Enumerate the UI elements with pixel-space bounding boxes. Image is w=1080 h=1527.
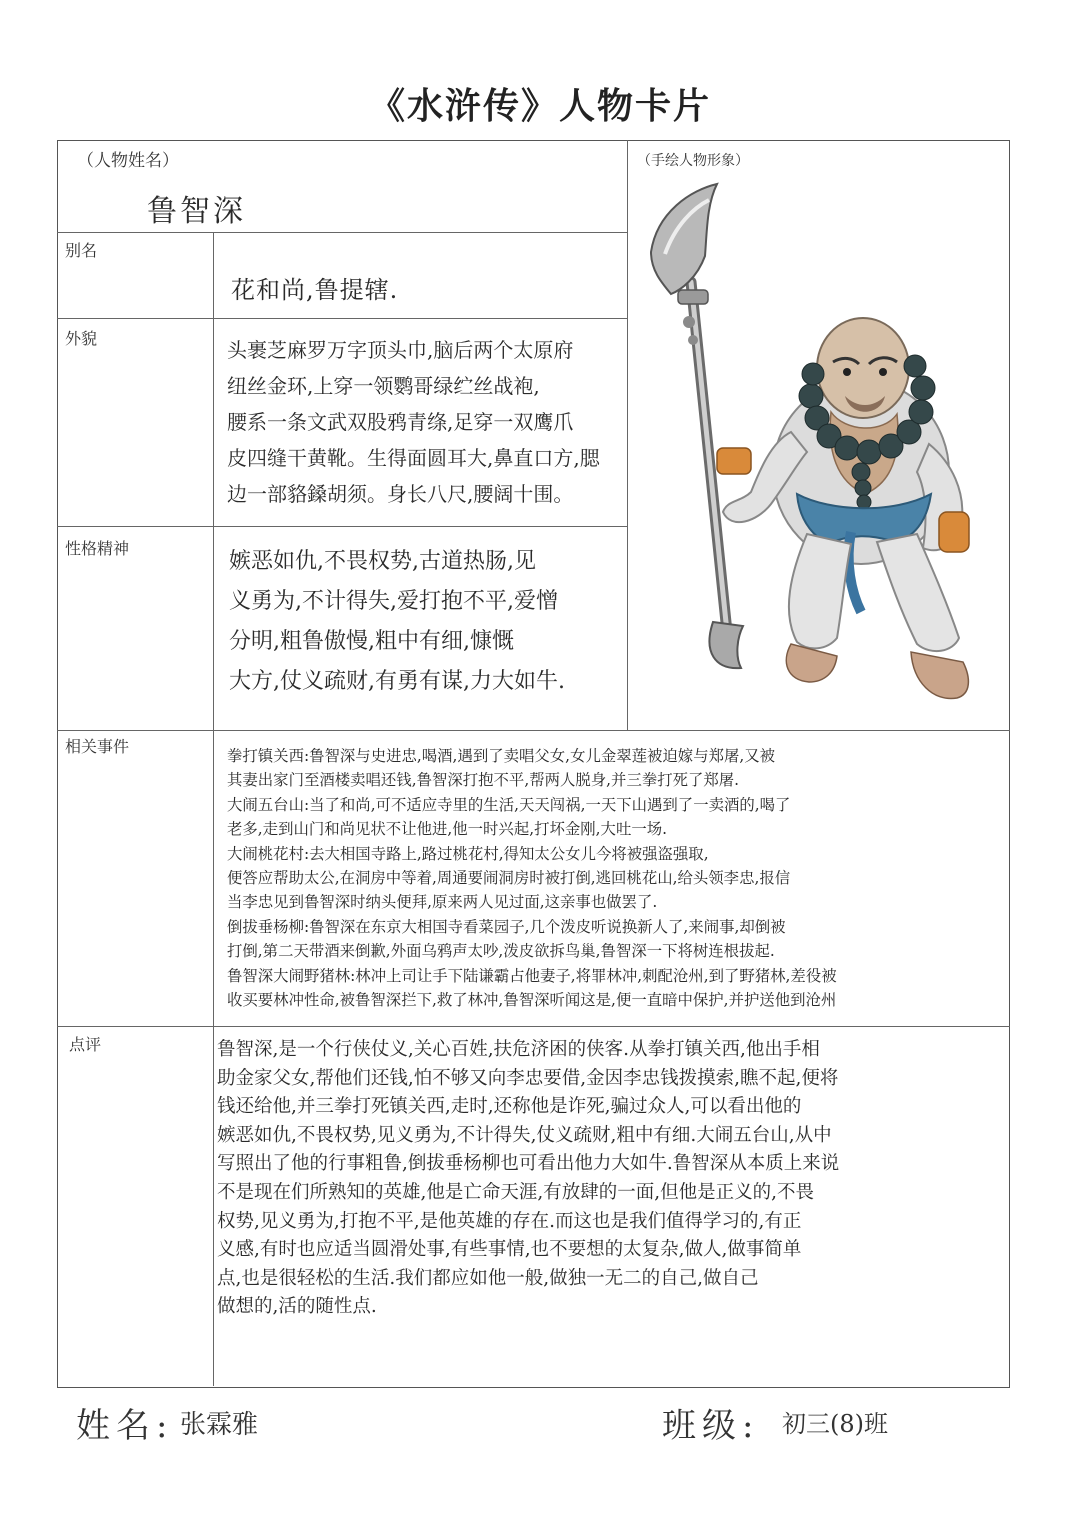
- personality-label: 性格精神: [65, 539, 130, 558]
- row-divider-personality: [57, 730, 1010, 731]
- label-column-divider: [213, 232, 214, 1386]
- character-name: 鲁智深: [147, 194, 246, 229]
- class-value: 初三(8)班: [782, 1410, 888, 1438]
- events-text: 拳打镇关西:鲁智深与史进忠,喝酒,遇到了卖唱父女,女儿金翠莲被迫嫁与郑屠,又被 其妻出家门至酒楼卖唱还钱,鲁智深打抱不平,帮两人脱身,并三拳打死了郑屠. 大闹五台山:当了和尚,可不适应寺里的生活,天天闯祸,一天下山遇到了一卖酒的,喝了 老多,走到山门和尚见状不让他进,他一时兴起,打坏金刚,大吐一场. 大闹桃花村:去大相国寺路上,路过桃花村,得知太公女儿今将被强盗强取, 便答应帮助太公,在洞房中等着,周通要闹洞房时被打倒,逃回桃花山,给头领李忠,报信 当李忠见到鲁智深时纳头便拜,原来两人见过面,这亲事也做罢了. 倒拔垂杨柳:鲁智深在东京大相国寺看菜园子,几个泼皮听说换新人了,来闹事,却倒被 打倒,第二天带酒来倒歉,外面乌鸦声太吵,泼皮欲拆鸟巢,鲁智深一下将树连根拔起. 鲁智深大闹野猪林:林冲上司让手下陆谦霸占他妻子,将罪林冲,刺配沧州,到了野猪林,差役被 收买要林冲性命,被鲁智深拦下,救了林冲,鲁智深听闻这是,便一直暗中保护,并护送他到沧州: [227, 747, 837, 1010]
- review-label: 点评: [69, 1035, 102, 1054]
- student-name-label: 姓名:: [76, 1406, 174, 1446]
- portrait-divider: [627, 140, 628, 730]
- row-divider-events: [57, 1026, 1010, 1027]
- card-title: 《水浒传》人物卡片: [368, 85, 711, 127]
- row-divider-appearance: [57, 526, 627, 527]
- row-divider-name: [57, 232, 627, 233]
- name-label: （人物姓名）: [77, 151, 179, 171]
- review-text: 鲁智深,是一个行侠仗义,关心百姓,扶危济困的侠客.从拳打镇关西,他出手相 助金家父女,帮他们还钱,怕不够又向李忠要借,金因李忠钱拨摸索,瞧不起,便将 钱还给他,并三拳打死镇关西,走时,还称他是诈死,骗过众人,可以看出他的 嫉恶如仇,不畏权势,见义勇为,不计得失,仗义疏财,粗中有细.大闹五台山,从中 写照出了他的行事粗鲁,倒拔垂杨柳也可看出他力大如牛.鲁智深从本质上来说 不是现在们所熟知的英雄,他是亡命天涯,有放肆的一面,但他是正义的,不畏 权势,见义勇为,打抱不平,是他英雄的存在.而这也是我们值得学习的,有正 义感,有时也应适当圆滑处事,有些事情,也不要想的太复杂,做人,做事简单 点,也是很轻松的生活.我们都应如他一般,做独一无二的自己,做自己 做想的,活的随性点.: [217, 1039, 840, 1318]
- student-name-value: 张霖雅: [180, 1410, 259, 1440]
- row-divider-alias: [57, 318, 627, 319]
- alias-label: 别名: [65, 241, 98, 260]
- appearance-label: 外貌: [65, 329, 98, 348]
- appearance-text: 头裹芝麻罗万字顶头巾,脑后两个太原府 纽丝金环,上穿一领鹦哥绿纻丝战袍, 腰系一条文武双股鸦青绦,足穿一双鹰爪 皮四缝干黄靴。生得面圆耳大,鼻直口方,腮 边一部貉鎟胡须。身长八尺,腰阔十围。: [227, 338, 600, 506]
- character-card: [57, 140, 1010, 1388]
- portrait-label: （手绘人物形象）: [637, 153, 749, 169]
- warrior-monk-portrait-icon: [631, 182, 1007, 728]
- events-label: 相关事件: [65, 737, 130, 756]
- class-label: 班级:: [662, 1406, 760, 1446]
- character-alias: 花和尚,鲁提辖.: [231, 276, 399, 304]
- personality-text: 嫉恶如仇,不畏权势,古道热肠,见 义勇为,不计得失,爱打抱不平,爱憎 分明,粗鲁傲慢,粗中有细,慷慨 大方,仗义疏财,有勇有谋,力大如牛.: [229, 549, 565, 694]
